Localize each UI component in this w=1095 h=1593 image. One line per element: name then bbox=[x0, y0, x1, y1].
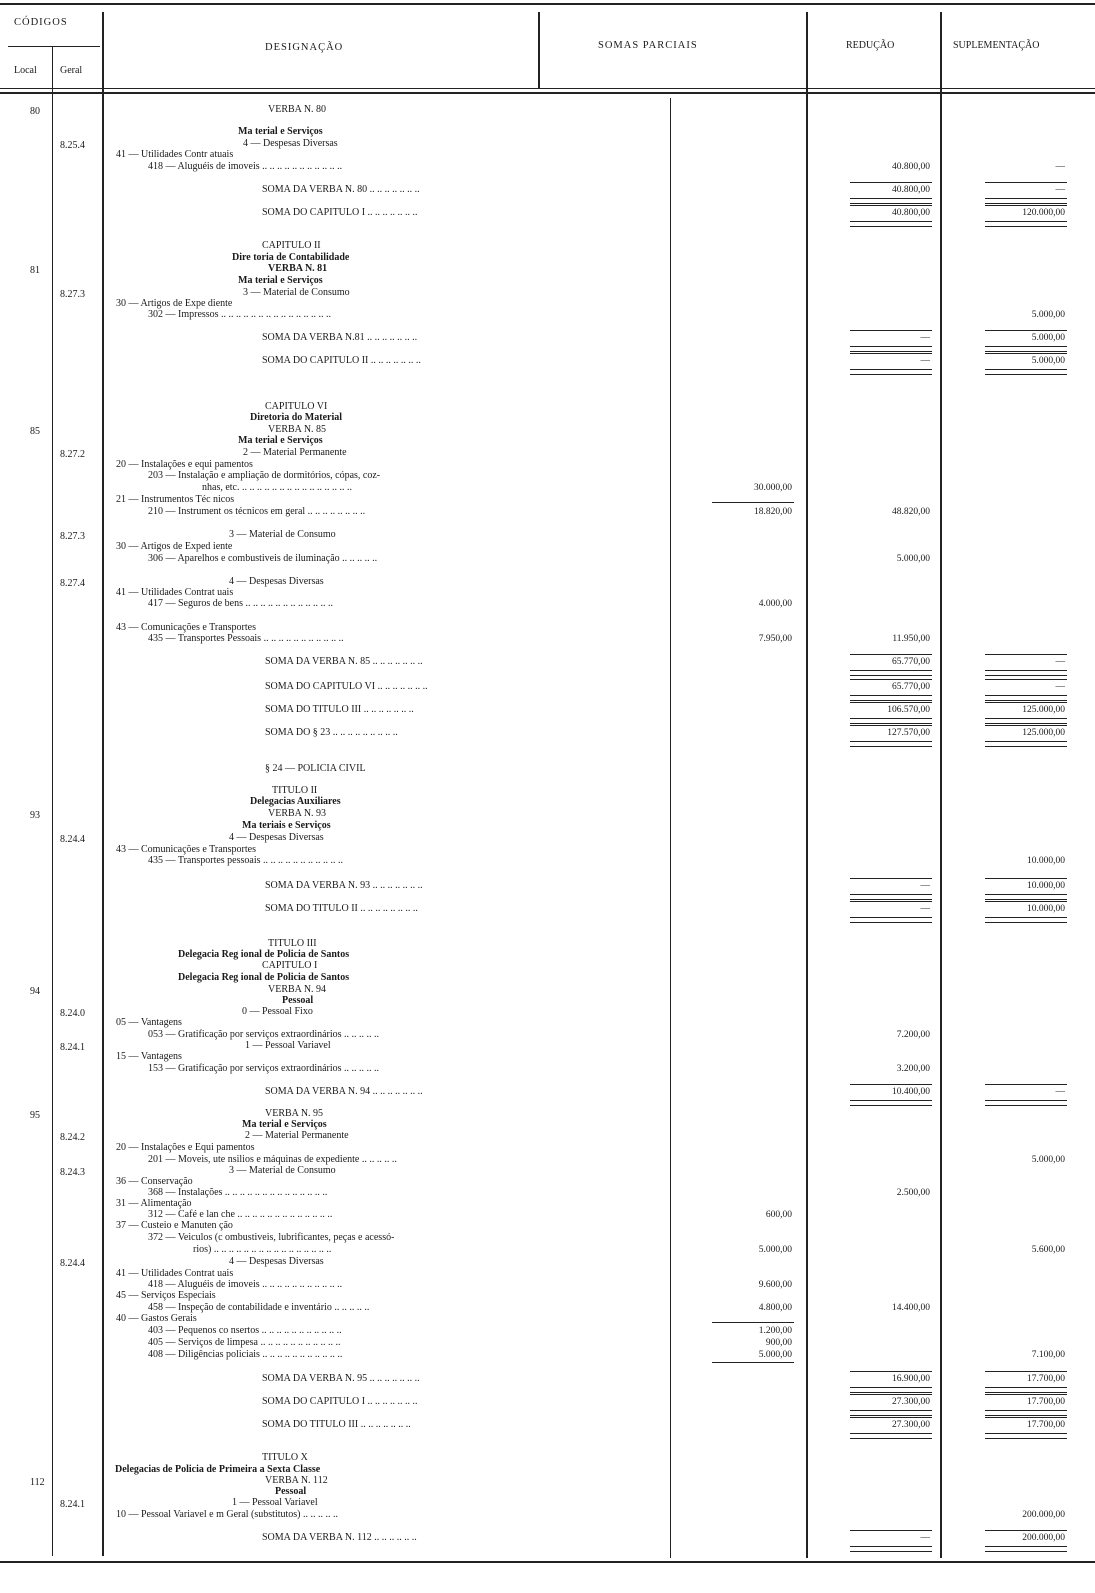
top-border bbox=[0, 3, 1095, 5]
reducao-amount: — bbox=[920, 904, 930, 914]
partial-amount: 600,00 bbox=[765, 1210, 792, 1220]
designation-line: SOMA DA VERBA N. 94 .. .. .. .. .. .. .. bbox=[265, 1086, 423, 1097]
reducao-amount: 7.200,00 bbox=[896, 1030, 930, 1040]
designation-line: VERBA N. 94 bbox=[268, 984, 327, 995]
sum-rule-reducao bbox=[850, 654, 932, 655]
sum-double-reducao bbox=[850, 1546, 932, 1552]
designation-line: SOMA DO TITULO III .. .. .. .. .. .. .. bbox=[262, 1419, 411, 1430]
suplementacao-amount: 17.700,00 bbox=[1027, 1420, 1065, 1430]
sum-double-suplementacao bbox=[985, 1546, 1067, 1552]
designation-line: 1 — Pessoal Variavel bbox=[245, 1040, 331, 1051]
partial-amount: 30.000,00 bbox=[754, 483, 792, 493]
designation-line: VERBA N. 80 bbox=[268, 104, 327, 115]
reducao-amount: 48.820,00 bbox=[892, 507, 930, 517]
designation-line: 3 — Material de Consumo bbox=[229, 1165, 336, 1176]
designation-line: rios) .. .. .. .. .. .. .. .. .. .. .. .. .. .. .. .. bbox=[193, 1244, 332, 1255]
designation-line: SOMA DA VERBA N. 80 .. .. .. .. .. .. .. bbox=[262, 184, 420, 195]
suplementacao-amount: — bbox=[1055, 657, 1065, 667]
designation-line: VERBA N. 112 bbox=[265, 1475, 328, 1486]
geral-code: 8.24.0 bbox=[60, 1008, 85, 1019]
header-codigos: CÓDIGOS bbox=[14, 17, 68, 28]
geral-code: 8.24.1 bbox=[60, 1499, 85, 1510]
local-code: 94 bbox=[30, 986, 40, 997]
reducao-amount: 14.400,00 bbox=[892, 1303, 930, 1313]
designation-line: VERBA N. 95 bbox=[265, 1108, 324, 1119]
designation-line: TITULO III bbox=[268, 938, 317, 949]
reducao-amount: — bbox=[920, 881, 930, 891]
designation-line: 4 — Despesas Diversas bbox=[243, 138, 338, 149]
suplementacao-amount: 5.000,00 bbox=[1031, 356, 1065, 366]
designation-line: SOMA DO CAPITULO I .. .. .. .. .. .. .. bbox=[262, 1396, 418, 1407]
geral-code: 8.24.4 bbox=[60, 1258, 85, 1269]
designation-line: 368 — Instalações .. .. .. .. .. .. .. .. .. .. .. .. .. .. bbox=[148, 1187, 328, 1198]
designation-line: SOMA DO TITULO II .. .. .. .. .. .. .. .. bbox=[265, 903, 418, 914]
sum-rule-reducao bbox=[850, 901, 932, 902]
suplementacao-amount: 125.000,00 bbox=[1022, 705, 1065, 715]
designation-line: Delegacias Auxiliares bbox=[250, 796, 341, 807]
designation-line: Delegacias de Policia de Primeira a Sexta Classe bbox=[115, 1464, 321, 1475]
sum-rule-reducao bbox=[850, 1371, 932, 1372]
partial-amount: 9.600,00 bbox=[758, 1280, 792, 1290]
designation-line: 41 — Utilidades Contrat uais bbox=[116, 1268, 234, 1279]
reducao-amount: 40.800,00 bbox=[892, 162, 930, 172]
rule-partial-95a bbox=[712, 1322, 794, 1323]
sum-rule-reducao bbox=[850, 725, 932, 726]
designation-line: TITULO II bbox=[272, 785, 318, 796]
bottom-border bbox=[0, 1561, 1095, 1563]
partial-amount: 18.820,00 bbox=[754, 507, 792, 517]
sum-double-reducao bbox=[850, 917, 932, 923]
sum-double-reducao bbox=[850, 369, 932, 375]
partial-amount: 7.950,00 bbox=[758, 634, 792, 644]
header-local: Local bbox=[14, 65, 37, 76]
sum-rule-reducao bbox=[850, 878, 932, 879]
designation-line: 4 — Despesas Diversas bbox=[229, 832, 324, 843]
designation-line: 372 — Veiculos (c ombustiveis, lubrificantes, peças e acessó- bbox=[148, 1232, 395, 1243]
designation-line: 3 — Material de Consumo bbox=[229, 529, 336, 540]
designation-line: SOMA DA VERBA N.81 .. .. .. .. .. .. .. bbox=[262, 332, 418, 343]
designation-line: 408 — Diligências policiais .. .. .. .. .. .. .. .. .. .. .. bbox=[148, 1349, 343, 1360]
sum-rule-suplementacao bbox=[985, 353, 1067, 354]
designation-line: Delegacia Reg ional de Policia de Santos bbox=[178, 972, 350, 983]
reducao-amount: 65.770,00 bbox=[892, 657, 930, 667]
designation-line: SOMA DO CAPITULO VI .. .. .. .. .. .. .. bbox=[265, 681, 428, 692]
reducao-amount: — bbox=[920, 1533, 930, 1543]
designation-line: 43 — Comunicações e Transportes bbox=[116, 844, 256, 855]
header-designacao: DESIGNAÇÃO bbox=[265, 42, 344, 53]
local-code: 93 bbox=[30, 810, 40, 821]
sum-double-reducao bbox=[850, 741, 932, 747]
geral-code: 8.24.3 bbox=[60, 1167, 85, 1178]
designation-line: 210 — Instrument os técnicos em geral .. .. .. .. .. .. .. .. bbox=[148, 506, 366, 517]
suplementacao-amount: 125.000,00 bbox=[1022, 728, 1065, 738]
designation-line: 4 — Despesas Diversas bbox=[229, 576, 324, 587]
header-somas-parciais: SOMAS PARCIAIS bbox=[598, 40, 698, 51]
designation-line: SOMA DO § 23 .. .. .. .. .. .. .. .. .. bbox=[265, 727, 398, 738]
sum-rule-reducao bbox=[850, 1394, 932, 1395]
sum-rule-suplementacao bbox=[985, 878, 1067, 879]
designation-line: SOMA DA VERBA N. 95 .. .. .. .. .. .. .. bbox=[262, 1373, 420, 1384]
suplementacao-amount: — bbox=[1055, 1087, 1065, 1097]
designation-line: 45 — Serviços Especiais bbox=[116, 1290, 216, 1301]
designation-line: 203 — Instalação e ampliação de dormitórios, cópas, coz- bbox=[148, 470, 381, 481]
suplementacao-amount: 5.000,00 bbox=[1031, 333, 1065, 343]
sum-double-suplementacao bbox=[985, 917, 1067, 923]
suplementacao-amount: — bbox=[1055, 682, 1065, 692]
reducao-amount: 106.570,00 bbox=[887, 705, 930, 715]
header-reducao: REDUÇÃO bbox=[846, 40, 895, 51]
designation-line: 2 — Material Permanente bbox=[243, 447, 347, 458]
local-code: 95 bbox=[30, 1110, 40, 1121]
sum-double-reducao bbox=[850, 695, 932, 701]
suplementacao-amount: 17.700,00 bbox=[1027, 1374, 1065, 1384]
designation-line: Dire toria de Contabilidade bbox=[232, 252, 350, 263]
designation-line: Pessoal bbox=[282, 995, 314, 1006]
sum-double-suplementacao bbox=[985, 346, 1067, 352]
suplementacao-amount: — bbox=[1055, 185, 1065, 195]
designation-line: 43 — Comunicações e Transportes bbox=[116, 622, 256, 633]
sum-rule-suplementacao bbox=[985, 725, 1067, 726]
geral-code: 8.24.1 bbox=[60, 1042, 85, 1053]
reducao-amount: 40.800,00 bbox=[892, 185, 930, 195]
designation-line: 20 — Instalações e equi pamentos bbox=[116, 459, 253, 470]
divider-local bbox=[52, 46, 53, 1556]
sum-rule-suplementacao bbox=[985, 1417, 1067, 1418]
sum-rule-suplementacao bbox=[985, 1530, 1067, 1531]
geral-code: 8.27.2 bbox=[60, 449, 85, 460]
divider-somas bbox=[806, 12, 808, 1558]
reducao-amount: — bbox=[920, 356, 930, 366]
sum-double-reducao bbox=[850, 1100, 932, 1106]
designation-line: nhas, etc. .. .. .. .. .. .. .. .. .. .. .. .. .. .. .. bbox=[202, 482, 352, 493]
suplementacao-amount: 5.000,00 bbox=[1031, 310, 1065, 320]
designation-line: SOMA DO CAPITULO II .. .. .. .. .. .. .. bbox=[262, 355, 421, 366]
sum-rule-reducao bbox=[850, 1417, 932, 1418]
designation-line: 153 — Gratificação por serviços extraordinários .. .. .. .. .. bbox=[148, 1063, 380, 1074]
sum-rule-suplementacao bbox=[985, 702, 1067, 703]
designation-line: 405 — Serviços de limpesa .. .. .. .. .. .. .. .. .. .. .. bbox=[148, 1337, 341, 1348]
designation-line: 312 — Café e lan che .. .. .. .. .. .. .. .. .. .. .. .. .. bbox=[148, 1209, 333, 1220]
designation-line: Ma terial e Serviços bbox=[238, 126, 323, 137]
designation-line: 37 — Custeio e Manuten ção bbox=[116, 1220, 233, 1231]
divider-designacao-head bbox=[538, 12, 540, 88]
sum-double-suplementacao bbox=[985, 718, 1067, 724]
codigos-rule bbox=[8, 46, 100, 47]
sum-double-reducao bbox=[850, 346, 932, 352]
reducao-amount: 3.200,00 bbox=[896, 1064, 930, 1074]
partial-amount: 4.800,00 bbox=[758, 1303, 792, 1313]
sum-rule-reducao bbox=[850, 1530, 932, 1531]
sum-double-reducao bbox=[850, 894, 932, 900]
sum-double-reducao bbox=[850, 221, 932, 227]
designation-line: VERBA N. 85 bbox=[268, 424, 327, 435]
sum-double-reducao bbox=[850, 1387, 932, 1393]
designation-line: VERBA N. 81 bbox=[268, 263, 328, 274]
suplementacao-amount: 10.000,00 bbox=[1027, 904, 1065, 914]
local-code: 112 bbox=[30, 1477, 45, 1488]
designation-line: 1 — Pessoal Variavel bbox=[232, 1497, 318, 1508]
sum-double-suplementacao bbox=[985, 221, 1067, 227]
designation-line: 201 — Moveis, ute nsilios e máquinas de expediente .. .. .. .. .. bbox=[148, 1154, 397, 1165]
designation-line: 41 — Utilidades Contrat uais bbox=[116, 587, 234, 598]
header-geral: Geral bbox=[60, 65, 83, 76]
partial-amount: 900,00 bbox=[765, 1338, 792, 1348]
suplementacao-amount: 120.000,00 bbox=[1022, 208, 1065, 218]
designation-line: Ma terial e Serviços bbox=[238, 275, 323, 286]
designation-line: Diretoria do Material bbox=[250, 412, 343, 423]
suplementacao-amount: 5.000,00 bbox=[1031, 1155, 1065, 1165]
reducao-amount: 40.800,00 bbox=[892, 208, 930, 218]
designation-line: 0 — Pessoal Fixo bbox=[242, 1006, 313, 1017]
reducao-amount: 5.000,00 bbox=[896, 554, 930, 564]
sum-rule-suplementacao bbox=[985, 679, 1067, 680]
suplementacao-amount: — bbox=[1055, 162, 1065, 172]
partial-amount: 1.200,00 bbox=[758, 1326, 792, 1336]
designation-line: 435 — Transportes Pessoais .. .. .. .. .. .. .. .. .. .. .. bbox=[148, 633, 344, 644]
sum-rule-suplementacao bbox=[985, 901, 1067, 902]
designation-line: CAPITULO VI bbox=[265, 401, 328, 412]
sum-rule-suplementacao bbox=[985, 182, 1067, 183]
sum-double-reducao bbox=[850, 1410, 932, 1416]
sum-rule-suplementacao bbox=[985, 654, 1067, 655]
sum-double-reducao bbox=[850, 718, 932, 724]
sum-double-suplementacao bbox=[985, 1100, 1067, 1106]
designation-line: 21 — Instrumentos Téc nicos bbox=[116, 494, 235, 505]
reducao-amount: 2.500,00 bbox=[896, 1188, 930, 1198]
designation-line: 306 — Aparelhos e combustiveis de iluminação .. .. .. .. .. bbox=[148, 553, 378, 564]
partial-amount: 5.000,00 bbox=[758, 1350, 792, 1360]
designation-line: 20 — Instalações e Equi pamentos bbox=[116, 1142, 255, 1153]
sum-rule-reducao bbox=[850, 679, 932, 680]
reducao-amount: 16.900,00 bbox=[892, 1374, 930, 1384]
designation-line: 418 — Aluguéis de imoveis .. .. .. .. .. .. .. .. .. .. .. bbox=[148, 1279, 343, 1290]
designation-line: 435 — Transportes pessoais .. .. .. .. .. .. .. .. .. .. .. bbox=[148, 855, 344, 866]
designation-line: 05 — Vantagens bbox=[116, 1017, 182, 1028]
designation-line: Pessoal bbox=[275, 1486, 307, 1497]
rule-partial-85 bbox=[712, 502, 794, 503]
geral-code: 8.27.4 bbox=[60, 578, 85, 589]
suplementacao-amount: 200.000,00 bbox=[1022, 1533, 1065, 1543]
partial-amount: 4.000,00 bbox=[758, 599, 792, 609]
designation-line: 40 — Gastos Gerais bbox=[116, 1313, 197, 1324]
designation-line: Ma terial e Serviços bbox=[242, 1119, 327, 1130]
sum-rule-suplementacao bbox=[985, 1394, 1067, 1395]
header-rule-2 bbox=[0, 92, 1095, 94]
header-suplementacao: SUPLEMENTAÇÃO bbox=[953, 40, 1040, 51]
geral-code: 8.27.3 bbox=[60, 531, 85, 542]
designation-line: SOMA DO TITULO III .. .. .. .. .. .. .. bbox=[265, 704, 414, 715]
rule-partial-95b bbox=[712, 1362, 794, 1363]
designation-line: 417 — Seguros de bens .. .. .. .. .. .. .. .. .. .. .. .. bbox=[148, 598, 333, 609]
designation-line: 36 — Conservação bbox=[116, 1176, 193, 1187]
designation-line: Delegacia Reg ional de Policia de Santos bbox=[178, 949, 350, 960]
designation-line: Ma terial e Serviços bbox=[238, 435, 323, 446]
sum-rule-reducao bbox=[850, 330, 932, 331]
sum-rule-suplementacao bbox=[985, 1371, 1067, 1372]
sum-rule-reducao bbox=[850, 182, 932, 183]
reducao-amount: 11.950,00 bbox=[892, 634, 930, 644]
designation-line: TITULO X bbox=[262, 1452, 308, 1463]
designation-line: 10 — Pessoal Variavel e m Geral (substitutos) .. .. .. .. .. bbox=[116, 1509, 339, 1520]
sum-double-suplementacao bbox=[985, 741, 1067, 747]
sum-rule-reducao bbox=[850, 205, 932, 206]
geral-code: 8.24.4 bbox=[60, 834, 85, 845]
sum-double-reducao bbox=[850, 198, 932, 204]
designation-line: VERBA N. 93 bbox=[268, 808, 327, 819]
sum-double-suplementacao bbox=[985, 369, 1067, 375]
sum-rule-reducao bbox=[850, 702, 932, 703]
suplementacao-amount: 7.100,00 bbox=[1031, 1350, 1065, 1360]
sum-double-suplementacao bbox=[985, 198, 1067, 204]
suplementacao-amount: 17.700,00 bbox=[1027, 1397, 1065, 1407]
designation-line: 15 — Vantagens bbox=[116, 1051, 182, 1062]
reducao-amount: — bbox=[920, 333, 930, 343]
sum-double-suplementacao bbox=[985, 670, 1067, 676]
suplementacao-amount: 200.000,00 bbox=[1022, 1510, 1065, 1520]
designation-line: SOMA DA VERBA N. 93 .. .. .. .. .. .. .. bbox=[265, 880, 423, 891]
designation-line: 403 — Pequenos co nsertos .. .. .. .. .. .. .. .. .. .. .. bbox=[148, 1325, 342, 1336]
sum-rule-reducao bbox=[850, 1084, 932, 1085]
designation-line: 4 — Despesas Diversas bbox=[229, 1256, 324, 1267]
designation-line: 418 — Aluguéis de imoveis .. .. .. .. .. .. .. .. .. .. .. bbox=[148, 161, 343, 172]
suplementacao-amount: 10.000,00 bbox=[1027, 856, 1065, 866]
designation-line: 2 — Material Permanente bbox=[245, 1130, 349, 1141]
designation-line: CAPITULO I bbox=[262, 960, 318, 971]
suplementacao-amount: 10.000,00 bbox=[1027, 881, 1065, 891]
partial-amount: 5.000,00 bbox=[758, 1245, 792, 1255]
divider-somas-left bbox=[670, 98, 671, 1558]
divider-reducao bbox=[940, 12, 942, 1558]
sum-rule-suplementacao bbox=[985, 1084, 1067, 1085]
header-rule-1 bbox=[0, 88, 1095, 89]
geral-code: 8.24.2 bbox=[60, 1132, 85, 1143]
sum-rule-suplementacao bbox=[985, 205, 1067, 206]
designation-line: 30 — Artigos de Exped iente bbox=[116, 541, 233, 552]
divider-geral bbox=[102, 12, 104, 1556]
designation-line: SOMA DO CAPITULO I .. .. .. .. .. .. .. bbox=[262, 207, 418, 218]
reducao-amount: 65.770,00 bbox=[892, 682, 930, 692]
designation-line: SOMA DA VERBA N. 112 .. .. .. .. .. .. bbox=[262, 1532, 417, 1543]
designation-line: 41 — Utilidades Contr atuais bbox=[116, 149, 234, 160]
local-code: 85 bbox=[30, 426, 40, 437]
designation-line: 31 — Alimentação bbox=[116, 1198, 192, 1209]
reducao-amount: 10.400,00 bbox=[892, 1087, 930, 1097]
geral-code: 8.25.4 bbox=[60, 140, 85, 151]
local-code: 81 bbox=[30, 265, 40, 276]
reducao-amount: 27.300,00 bbox=[892, 1420, 930, 1430]
sum-double-suplementacao bbox=[985, 1387, 1067, 1393]
designation-line: 053 — Gratificação por serviços extraordinários .. .. .. .. .. bbox=[148, 1029, 380, 1040]
local-code: 80 bbox=[30, 106, 40, 117]
designation-line: 302 — Impressos .. .. .. .. .. .. .. .. .. .. .. .. .. .. .. bbox=[148, 309, 332, 320]
sum-double-suplementacao bbox=[985, 1433, 1067, 1439]
sum-double-suplementacao bbox=[985, 894, 1067, 900]
designation-line: 3 — Material de Consumo bbox=[243, 287, 350, 298]
sum-double-suplementacao bbox=[985, 1410, 1067, 1416]
reducao-amount: 27.300,00 bbox=[892, 1397, 930, 1407]
designation-line: 30 — Artigos de Expe diente bbox=[116, 298, 233, 309]
suplementacao-amount: 5.600,00 bbox=[1031, 1245, 1065, 1255]
geral-code: 8.27.3 bbox=[60, 289, 85, 300]
designation-line: Ma teriais e Serviços bbox=[242, 820, 331, 831]
designation-line: 458 — Inspeção de contabilidade e inventário .. .. .. .. .. bbox=[148, 1302, 370, 1313]
sum-rule-suplementacao bbox=[985, 330, 1067, 331]
sum-double-reducao bbox=[850, 670, 932, 676]
designation-line: SOMA DA VERBA N. 85 .. .. .. .. .. .. .. bbox=[265, 656, 423, 667]
sum-rule-reducao bbox=[850, 353, 932, 354]
sum-double-suplementacao bbox=[985, 695, 1067, 701]
sum-double-reducao bbox=[850, 1433, 932, 1439]
designation-line: § 24 — POLICIA CIVIL bbox=[265, 763, 366, 774]
reducao-amount: 127.570,00 bbox=[887, 728, 930, 738]
designation-line: CAPITULO II bbox=[262, 240, 321, 251]
